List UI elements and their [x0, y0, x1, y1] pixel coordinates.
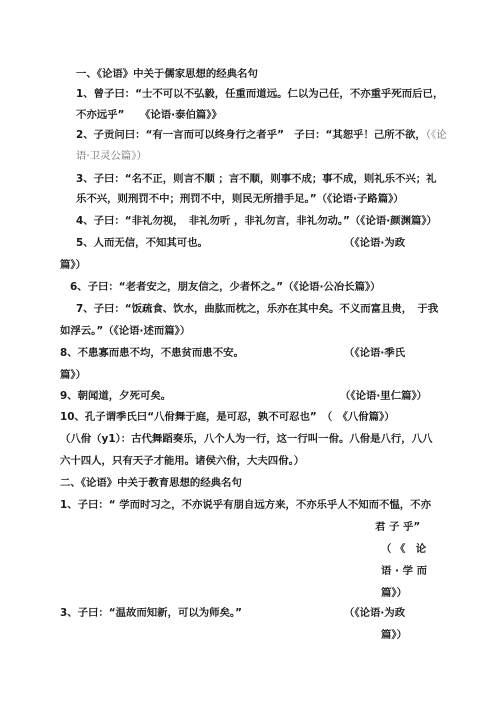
quote3-line2: 乐不兴，则刑罚不中；刑罚不中，则民无所措手足。”（《论语·子路篇》） [76, 193, 404, 205]
s2-quote1-line3: （ 《 论 [381, 543, 427, 555]
quote2-text: 2、子贡问曰：“有一言而可以终身行之者乎” 子曰：“其恕乎！己所不欲， [76, 129, 426, 141]
section1-heading: 一、《论语》中关于儒家思想的经典名句 [76, 68, 258, 80]
s2-quote3-line1: 3、子曰：“温故而知新，可以为师矣。” [60, 607, 242, 619]
quote2-source-start: （《论 [425, 129, 447, 141]
quote7-line2: 如浮云。”（《论语·述而篇》） [60, 325, 191, 337]
s2-quote3-source: （《论语·为政 [344, 607, 406, 619]
quote2-line2: 语·卫灵公篇》） [76, 150, 147, 162]
quote7-line1: 7、子曰：“饭疏食、饮水，曲肱而枕之，乐亦在其中矣。不义而富且贵， 于我 [76, 303, 439, 315]
quote10-line1: 10、孔子谓季氏曰“八佾舞于庭，是可忍，孰不可忍也” （ 《八佾篇》） [60, 411, 395, 423]
quote1-line1: 1、曾子曰：“士不可以不弘毅，任重而道远。仁以为己任，不亦重乎死而后已， [76, 88, 444, 100]
quote10-line3: 六十四人，只有天子才能用。诸侯六佾，大夫四佾。） [60, 455, 305, 467]
quote8-line2: 篇》） [60, 369, 86, 381]
quote5-line2: 篇》） [60, 259, 86, 271]
s2-quote1-line2: 君 子 乎” [375, 521, 421, 533]
quote4-line1: 4、子曰：“非礼勿视， 非礼勿听 ，非礼勿言，非礼勿动。”（《论语·颜渊篇》） [76, 215, 437, 227]
s2-quote3-line2: 篇》） [381, 629, 407, 641]
quote8-source: （《论语·季氏 [344, 347, 406, 359]
quote3-line1: 3、子曰：“名不正，则言不顺 ；言不顺，则事不成；事不成，则礼乐不兴；礼 [76, 173, 437, 185]
quote1-line2: 不亦远乎” 《论语·泰伯篇》》 [76, 109, 222, 121]
section2-heading: 二、《论语》中关于教育思想的经典名句 [60, 477, 242, 489]
quote2-line1 [76, 128, 447, 142]
s2-quote1-line5: 篇》） [381, 587, 407, 599]
quote8-line1: 8、不患寡而患不均，不患贫而患不安。 [60, 347, 244, 359]
quote6-line1: 6、子曰：“老者安之，朋友信之，少者怀之。”（《论语·公冶长篇》） [70, 281, 381, 293]
quote9-source: （《论语·里仁篇》） [340, 390, 428, 402]
s2-quote1-line4: 语 · 学 而 [381, 565, 427, 577]
quote5-line1: 5、人而无信，不知其可也。 [76, 237, 208, 249]
quote10-line2: （八佾（y1）：古代舞蹈奏乐，八个人为一行，这一行叫一佾。八佾是八行，八八 [60, 433, 433, 445]
quote5-source: （《论语·为政 [344, 237, 406, 249]
quote9-line1: 9、朝闻道，夕死可矣。 [60, 390, 172, 402]
s2-quote1-line1: 1、子曰：“ 学而时习之，不亦说乎有朋自远方来，不亦乐乎人不知而不愠，不亦 [60, 499, 431, 511]
